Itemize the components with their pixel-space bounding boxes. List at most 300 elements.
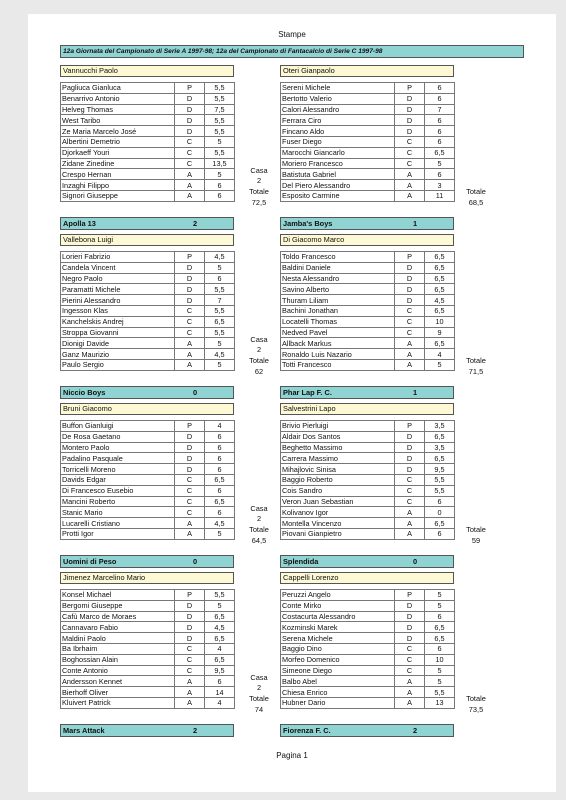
player-row <box>61 284 235 295</box>
player-row <box>61 327 235 338</box>
player-name: Baggio Roberto <box>281 474 395 485</box>
player-vote: 5 <box>425 600 455 611</box>
player-row <box>281 528 455 539</box>
home-label: Casa <box>250 335 268 344</box>
player-role: D <box>395 453 425 464</box>
team-name: Fiorenza F. C. <box>283 726 331 735</box>
player-row <box>61 190 235 201</box>
player-role: A <box>175 518 205 529</box>
player-role: D <box>395 126 425 137</box>
roster-table <box>60 82 235 202</box>
player-role: A <box>175 359 205 370</box>
player-name: Pierini Alessandro <box>61 295 175 306</box>
player-row <box>61 496 235 507</box>
coach-name: Vannucchi Paolo <box>60 65 234 77</box>
player-role: D <box>175 622 205 633</box>
away-total-label: Totale <box>466 694 486 703</box>
player-role: D <box>395 295 425 306</box>
player-role: C <box>175 496 205 507</box>
player-role: D <box>395 284 425 295</box>
player-name: Kluivert Patrick <box>61 697 175 708</box>
player-row <box>61 654 235 665</box>
player-name: Benarrivo Antonio <box>61 93 175 104</box>
coach-name: Bruni Giacomo <box>60 403 234 415</box>
player-vote: 4 <box>205 697 235 708</box>
away-total: 73,5 <box>468 705 484 714</box>
roster-table <box>280 420 455 540</box>
player-row <box>281 507 455 518</box>
player-row <box>281 284 455 295</box>
player-name: Djorkaeff Youri <box>61 147 175 158</box>
player-vote: 5,5 <box>205 126 235 137</box>
player-row <box>281 158 455 169</box>
player-role: A <box>395 507 425 518</box>
player-name: Baldini Daniele <box>281 262 395 273</box>
home-bonus: 2 <box>256 176 262 185</box>
player-role: C <box>175 474 205 485</box>
home-label: Casa <box>250 673 268 682</box>
coach-name: Salvestrini Lapo <box>280 403 454 415</box>
match-block <box>28 403 556 572</box>
player-row <box>61 611 235 622</box>
player-role: D <box>395 262 425 273</box>
team-name: Phar Lap F. C. <box>283 388 332 397</box>
player-vote: 6 <box>425 169 455 180</box>
player-role: C <box>175 327 205 338</box>
player-name: Locatelli Thomas <box>281 316 395 327</box>
roster-table <box>280 251 455 371</box>
player-vote: 5,5 <box>205 590 235 601</box>
player-role: D <box>395 611 425 622</box>
player-name: Dionigi Davide <box>61 338 175 349</box>
player-vote: 5,5 <box>425 485 455 496</box>
player-row <box>61 169 235 180</box>
player-vote: 5 <box>205 338 235 349</box>
player-role: D <box>175 273 205 284</box>
player-vote: 5 <box>205 136 235 147</box>
coach-name: Oteri Gianpaolo <box>280 65 454 77</box>
player-role: C <box>175 643 205 654</box>
player-role: A <box>175 687 205 698</box>
player-name: Costacurta Alessandro <box>281 611 395 622</box>
roster-table <box>280 589 455 709</box>
player-name: Padalino Pasquale <box>61 453 175 464</box>
player-vote: 6 <box>425 528 455 539</box>
player-role: C <box>395 158 425 169</box>
player-role: C <box>175 136 205 147</box>
player-role: D <box>175 295 205 306</box>
player-row <box>61 305 235 316</box>
player-row <box>281 83 455 94</box>
player-name: Bergomi Giuseppe <box>61 600 175 611</box>
player-role: P <box>395 252 425 263</box>
player-row <box>281 327 455 338</box>
home-total-label: Totale <box>249 187 269 196</box>
player-row <box>281 643 455 654</box>
player-role: A <box>395 349 425 360</box>
player-vote: 5 <box>425 158 455 169</box>
player-vote: 5 <box>205 600 235 611</box>
player-row <box>281 474 455 485</box>
team-goals: 2 <box>192 726 198 735</box>
player-name: West Taribo <box>61 115 175 126</box>
player-vote: 6 <box>205 190 235 201</box>
player-role: C <box>175 316 205 327</box>
player-vote: 6,5 <box>205 496 235 507</box>
player-row <box>281 316 455 327</box>
player-name: Piovani Gianpietro <box>281 528 395 539</box>
player-name: Savino Alberto <box>281 284 395 295</box>
away-total: 59 <box>471 536 481 545</box>
player-role: A <box>395 676 425 687</box>
player-name: Bertotto Valerio <box>281 93 395 104</box>
player-vote: 9 <box>425 327 455 338</box>
home-total: 74 <box>254 705 264 714</box>
player-row <box>281 273 455 284</box>
player-name: Paramatti Michele <box>61 284 175 295</box>
player-name: Baggio Dino <box>281 643 395 654</box>
player-row <box>61 687 235 698</box>
player-row <box>61 697 235 708</box>
player-role: C <box>395 485 425 496</box>
player-vote: 6,5 <box>425 273 455 284</box>
player-role: D <box>395 273 425 284</box>
player-vote: 6 <box>425 93 455 104</box>
player-name: Kozminski Marek <box>281 622 395 633</box>
player-role: C <box>395 496 425 507</box>
player-row <box>281 169 455 180</box>
player-vote: 9,5 <box>205 665 235 676</box>
player-vote: 6,5 <box>205 633 235 644</box>
player-role: D <box>395 600 425 611</box>
player-role: D <box>175 464 205 475</box>
player-vote: 6,5 <box>205 316 235 327</box>
player-vote: 5,5 <box>205 147 235 158</box>
player-role: D <box>395 464 425 475</box>
player-role: D <box>175 600 205 611</box>
player-row <box>281 295 455 306</box>
player-row <box>281 421 455 432</box>
player-name: Balbo Abel <box>281 676 395 687</box>
home-label: Casa <box>250 166 268 175</box>
match-block <box>28 65 556 234</box>
player-vote: 6 <box>205 507 235 518</box>
player-name: Peruzzi Angelo <box>281 590 395 601</box>
player-name: Veron Juan Sebastian <box>281 496 395 507</box>
player-role: D <box>395 93 425 104</box>
player-vote: 5 <box>425 359 455 370</box>
player-row <box>61 349 235 360</box>
player-role: D <box>175 453 205 464</box>
away-total-label: Totale <box>466 525 486 534</box>
team-name: Uomini di Peso <box>63 557 117 566</box>
player-vote: 10 <box>425 316 455 327</box>
matchday-banner: 12a Giornata del Campionato di Serie A 1997-98; 12a del Campionato di Fantacalcio di Serie C 1997-98 <box>60 45 524 58</box>
player-vote: 6 <box>425 496 455 507</box>
player-vote: 6 <box>425 115 455 126</box>
player-role: P <box>175 252 205 263</box>
team-name: Mars Attack <box>63 726 105 735</box>
player-role: C <box>175 158 205 169</box>
home-total: 72,5 <box>251 198 267 207</box>
player-row <box>61 665 235 676</box>
player-role: C <box>395 327 425 338</box>
player-vote: 13 <box>425 697 455 708</box>
player-name: Nedved Pavel <box>281 327 395 338</box>
player-vote: 3,5 <box>425 421 455 432</box>
player-name: Stanic Mario <box>61 507 175 518</box>
player-vote: 6,5 <box>205 654 235 665</box>
player-name: Mancini Roberto <box>61 496 175 507</box>
player-name: Buffon Gianluigi <box>61 421 175 432</box>
player-row <box>281 600 455 611</box>
player-row <box>61 104 235 115</box>
player-name: Nesta Alessandro <box>281 273 395 284</box>
player-row <box>61 518 235 529</box>
player-vote: 6,5 <box>205 474 235 485</box>
roster-table <box>280 82 455 202</box>
player-row <box>281 485 455 496</box>
match-block <box>28 572 556 741</box>
player-vote: 4,5 <box>205 252 235 263</box>
player-row <box>281 665 455 676</box>
player-row <box>281 464 455 475</box>
team-name: Niccio Boys <box>63 388 106 397</box>
roster-table <box>60 251 235 371</box>
page-footer: Pagina 1 <box>276 751 308 760</box>
team-goals: 0 <box>192 557 198 566</box>
coach-name: Cappelli Lorenzo <box>280 572 454 584</box>
player-name: Aldair Dos Santos <box>281 431 395 442</box>
player-vote: 4 <box>205 643 235 654</box>
away-total: 68,5 <box>468 198 484 207</box>
player-row <box>61 338 235 349</box>
player-row <box>61 93 235 104</box>
player-name: Esposito Carmine <box>281 190 395 201</box>
player-row <box>61 464 235 475</box>
player-name: Cannavaro Fabio <box>61 622 175 633</box>
player-vote: 5,5 <box>205 115 235 126</box>
player-row <box>61 262 235 273</box>
player-role: C <box>395 665 425 676</box>
player-role: A <box>175 338 205 349</box>
player-vote: 6,5 <box>425 252 455 263</box>
player-vote: 3 <box>425 180 455 191</box>
roster-table <box>60 589 235 709</box>
player-role: A <box>395 180 425 191</box>
home-bonus: 2 <box>256 683 262 692</box>
away-total-label: Totale <box>466 187 486 196</box>
player-role: D <box>175 431 205 442</box>
player-role: A <box>175 190 205 201</box>
player-row <box>61 180 235 191</box>
home-total-label: Totale <box>249 694 269 703</box>
player-name: Mihajlovic Sinisa <box>281 464 395 475</box>
player-role: P <box>175 83 205 94</box>
player-vote: 6,5 <box>425 284 455 295</box>
player-row <box>61 600 235 611</box>
team-goals: 0 <box>192 388 198 397</box>
player-vote: 6,5 <box>425 633 455 644</box>
player-vote: 5,5 <box>205 305 235 316</box>
player-vote: 6,5 <box>425 262 455 273</box>
player-name: Maldini Paolo <box>61 633 175 644</box>
player-row <box>61 474 235 485</box>
player-row <box>281 442 455 453</box>
player-vote: 6 <box>205 453 235 464</box>
player-name: Conte Antonio <box>61 665 175 676</box>
home-bonus: 2 <box>256 514 262 523</box>
player-vote: 13,5 <box>205 158 235 169</box>
player-name: Morfeo Domenico <box>281 654 395 665</box>
player-vote: 4 <box>425 349 455 360</box>
player-name: Davids Edgar <box>61 474 175 485</box>
player-vote: 6,5 <box>425 338 455 349</box>
player-vote: 6 <box>205 485 235 496</box>
player-name: Zidane Zinedine <box>61 158 175 169</box>
team-goals: 2 <box>412 726 418 735</box>
player-role: D <box>175 284 205 295</box>
player-row <box>61 528 235 539</box>
player-role: D <box>175 633 205 644</box>
player-row <box>61 83 235 94</box>
player-row <box>61 273 235 284</box>
player-row <box>61 421 235 432</box>
coach-name: Di Giacomo Marco <box>280 234 454 246</box>
player-row <box>61 590 235 601</box>
player-name: Negro Paolo <box>61 273 175 284</box>
player-role: C <box>175 147 205 158</box>
player-vote: 5 <box>205 528 235 539</box>
player-row <box>281 115 455 126</box>
coach-name: Jimenez Marcelino Mario <box>60 572 234 584</box>
player-vote: 6 <box>425 136 455 147</box>
team-name: Jamba's Boys <box>283 219 333 228</box>
player-row <box>281 136 455 147</box>
player-row <box>281 431 455 442</box>
player-name: Conte Mirko <box>281 600 395 611</box>
home-total: 64,5 <box>251 536 267 545</box>
player-vote: 6,5 <box>425 518 455 529</box>
player-name: Simeone Diego <box>281 665 395 676</box>
player-name: Calori Alessandro <box>281 104 395 115</box>
player-vote: 9,5 <box>425 464 455 475</box>
player-name: Signori Giuseppe <box>61 190 175 201</box>
player-name: Candela Vincent <box>61 262 175 273</box>
player-name: Stroppa Giovanni <box>61 327 175 338</box>
player-row <box>61 316 235 327</box>
player-name: Thuram Liliam <box>281 295 395 306</box>
player-role: A <box>175 349 205 360</box>
player-vote: 11 <box>425 190 455 201</box>
player-vote: 6,5 <box>425 431 455 442</box>
player-name: Inzaghi Filippo <box>61 180 175 191</box>
player-vote: 6,5 <box>425 305 455 316</box>
player-role: A <box>175 180 205 191</box>
player-vote: 7,5 <box>205 104 235 115</box>
player-name: Andersson Kennet <box>61 676 175 687</box>
player-row <box>61 453 235 464</box>
player-role: D <box>395 431 425 442</box>
player-row <box>281 697 455 708</box>
player-name: Totti Francesco <box>281 359 395 370</box>
player-name: Hubner Dario <box>281 697 395 708</box>
player-vote: 6,5 <box>425 147 455 158</box>
player-role: A <box>395 697 425 708</box>
match-block <box>28 234 556 403</box>
player-vote: 4,5 <box>425 295 455 306</box>
player-name: Cois Sandro <box>281 485 395 496</box>
player-name: Ronaldo Luis Nazario <box>281 349 395 360</box>
player-vote: 5,5 <box>205 83 235 94</box>
player-role: P <box>395 421 425 432</box>
player-name: Montero Paolo <box>61 442 175 453</box>
player-name: De Rosa Gaetano <box>61 431 175 442</box>
player-vote: 6 <box>205 180 235 191</box>
player-name: Batistuta Gabriel <box>281 169 395 180</box>
player-role: A <box>395 169 425 180</box>
player-row <box>61 158 235 169</box>
player-role: P <box>175 590 205 601</box>
player-vote: 5 <box>205 359 235 370</box>
player-vote: 6 <box>205 676 235 687</box>
player-role: A <box>395 359 425 370</box>
player-role: C <box>395 305 425 316</box>
player-role: D <box>175 611 205 622</box>
team-goals: 1 <box>412 219 418 228</box>
player-row <box>281 305 455 316</box>
player-name: Moriero Francesco <box>281 158 395 169</box>
player-name: Lucarelli Cristiano <box>61 518 175 529</box>
player-name: Carrera Massimo <box>281 453 395 464</box>
home-bonus: 2 <box>256 345 262 354</box>
team-goals: 0 <box>412 557 418 566</box>
player-role: P <box>395 590 425 601</box>
player-name: Torricelli Moreno <box>61 464 175 475</box>
player-vote: 5,5 <box>205 327 235 338</box>
player-name: Sereni Michele <box>281 83 395 94</box>
player-role: P <box>395 83 425 94</box>
player-name: Cafù Marco de Moraes <box>61 611 175 622</box>
player-vote: 10 <box>425 654 455 665</box>
player-row <box>281 676 455 687</box>
player-vote: 6 <box>425 83 455 94</box>
player-row <box>281 590 455 601</box>
player-row <box>281 338 455 349</box>
home-total-label: Totale <box>249 525 269 534</box>
player-role: C <box>395 654 425 665</box>
player-vote: 6 <box>205 464 235 475</box>
player-name: Paulo Sergio <box>61 359 175 370</box>
player-name: Allback Markus <box>281 338 395 349</box>
player-role: A <box>395 687 425 698</box>
team-name: Apolla 13 <box>63 219 96 228</box>
player-name: Ingesson Klas <box>61 305 175 316</box>
player-row <box>281 453 455 464</box>
player-row <box>281 104 455 115</box>
player-name: Chiesa Enrico <box>281 687 395 698</box>
player-row <box>281 93 455 104</box>
player-role: A <box>395 190 425 201</box>
team-result-bar <box>60 555 234 568</box>
player-role: A <box>175 676 205 687</box>
player-row <box>281 633 455 644</box>
team-result-bar <box>60 386 234 399</box>
player-row <box>281 190 455 201</box>
player-name: Serena Michele <box>281 633 395 644</box>
player-row <box>61 136 235 147</box>
player-role: A <box>395 338 425 349</box>
